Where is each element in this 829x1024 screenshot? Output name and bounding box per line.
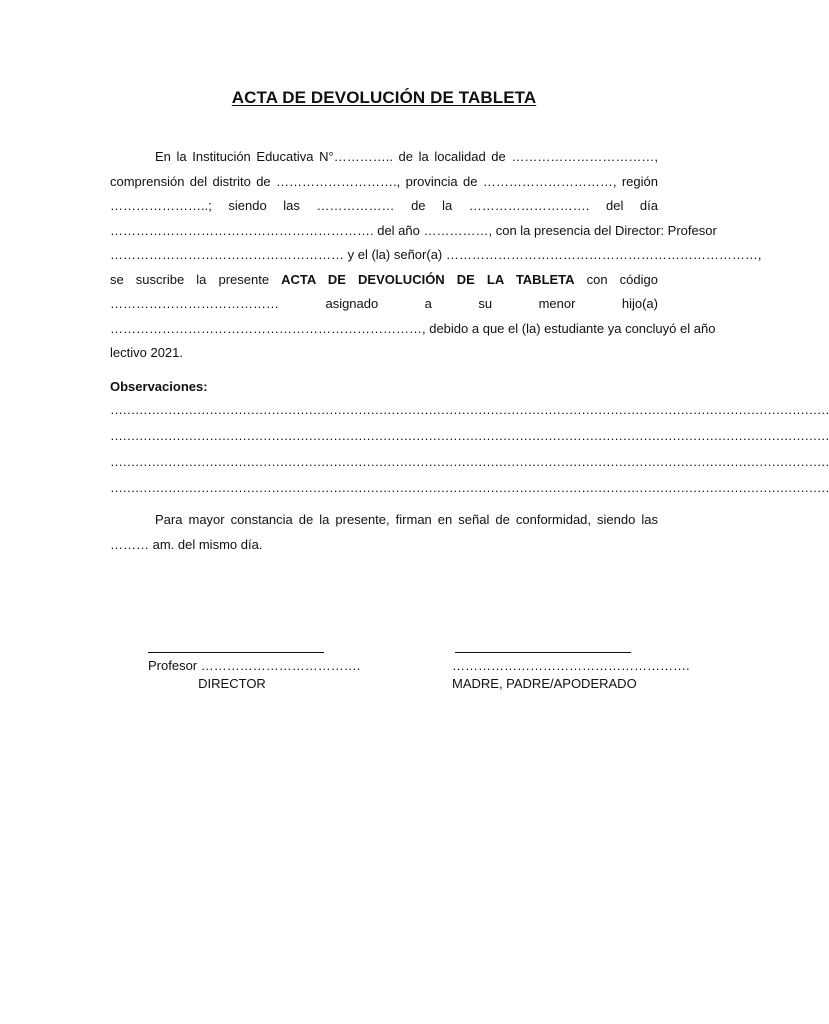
director-name-field: Profesor ……………………………….: [148, 658, 361, 673]
paragraph-line: Para mayor constancia de la presente, firman en señal de conformidad, siendo las: [155, 512, 658, 527]
document-title: ACTA DE DEVOLUCIÓN DE TABLETA: [231, 88, 537, 107]
paragraph-line: ……… am. del mismo día.: [110, 536, 263, 552]
main-paragraph: [110, 145, 762, 366]
paragraph-line: comprensión del distrito de ………………………., provincia de …………………………, región: [110, 173, 658, 189]
director-role: DIRECTOR: [198, 676, 266, 691]
paragraph-line-with-bold: [110, 268, 658, 293]
paragraph-text: con código: [586, 271, 658, 287]
paragraph-line: ………………………………………………………………, debido a que el (la) estudiante ya concluyó el año: [110, 320, 716, 336]
guardian-name-field: ……………………………………………….: [452, 658, 690, 673]
observation-line: …………………………………………………………………………………………………………………………………………………………: [110, 454, 829, 469]
paragraph-line: En la Institución Educativa N°………….. de la localidad de ……………………………,: [155, 149, 658, 164]
observation-line: …………………………………………………………………………………………………………………………………………………………: [110, 480, 829, 495]
observation-line: …………………………………………………………………………………………………………………………………………………………: [110, 428, 829, 443]
director-signature-line: [148, 652, 324, 653]
guardian-signature-line: [455, 652, 631, 653]
paragraph-line: lectivo 2021.: [110, 345, 183, 360]
observation-line: …………………………………………………………………………………………………………………………………………………………: [110, 402, 829, 417]
paragraph-text: se suscribe la presente: [110, 271, 270, 287]
paragraph-line: …………………..; siendo las ……………… de la ………………………. del día: [110, 198, 658, 213]
closing-paragraph: [110, 508, 658, 557]
paragraph-line: ……………………………………………… y el (la) señor(a) ………………………………………………………………,: [110, 247, 762, 262]
observations-label: Observaciones:: [110, 379, 208, 394]
paragraph-line: ……………………………………………………. del año ……………, con la presencia del Director: Profesor: [110, 222, 717, 238]
paragraph-line: ………………………………… asignado a su menor hijo(a): [110, 296, 658, 311]
bold-act-name: ACTA DE DEVOLUCIÓN DE LA TABLETA: [281, 271, 575, 287]
guardian-role: MADRE, PADRE/APODERADO: [452, 676, 637, 691]
